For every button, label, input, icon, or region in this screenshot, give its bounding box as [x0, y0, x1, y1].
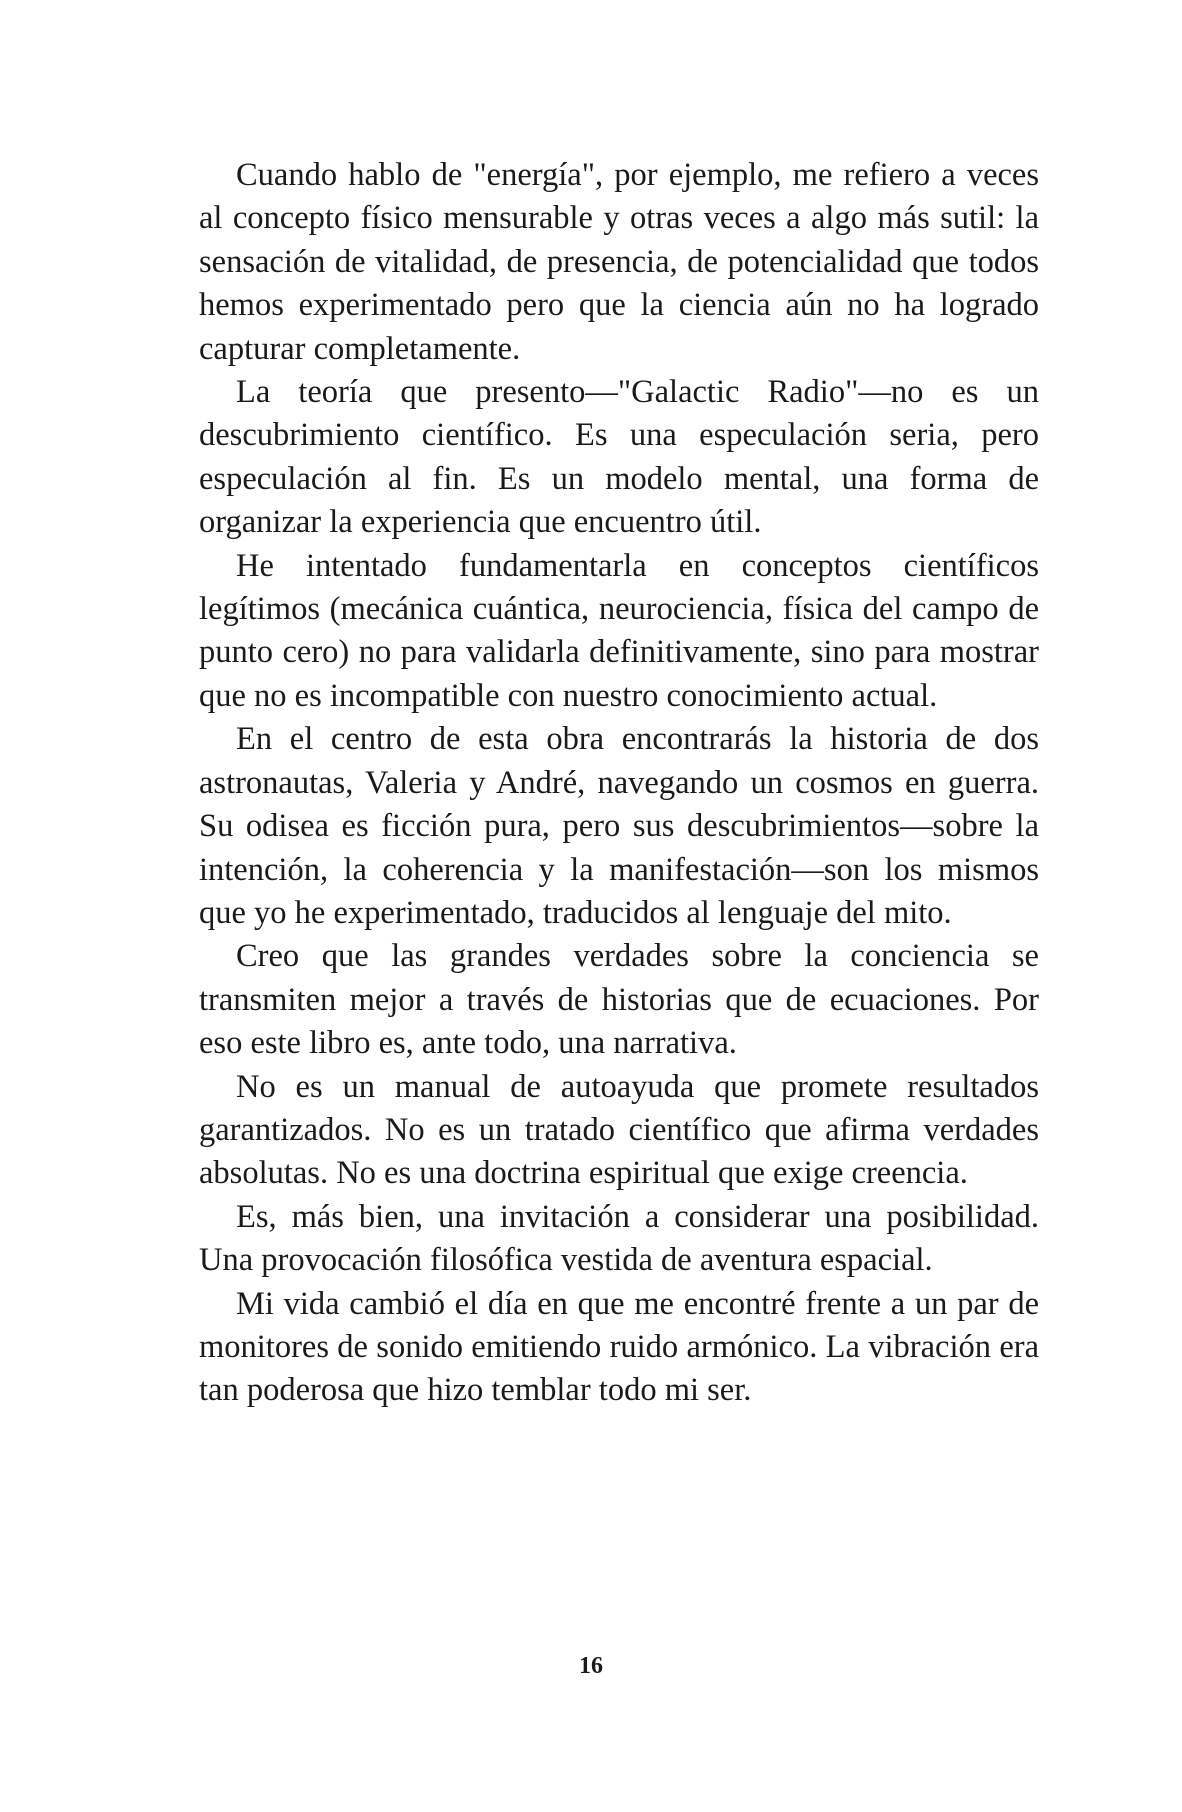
- page-number: 16: [579, 1653, 603, 1679]
- paragraph-3: He intentado fundamentarla en conceptos científicos legítimos (mecánica cuántica, neurociencia, física del campo de punto cero) no para validarla definitivamente, sino para mostrar que no es incompatible con nuestro conocimiento actual.: [199, 547, 1039, 714]
- paragraph-7: Es, más bien, una invitación a considerar una posibilidad. Una provocación filosófica vestida de aventura espacial.: [199, 1198, 1039, 1279]
- paragraph-1: Cuando hablo de "energía", por ejemplo, me refiero a veces al concepto físico mensurable y otras veces a algo más sutil: la sensación de vitalidad, de presencia, de potencialidad que todos hemos experimentado pero que la ciencia aún no ha logrado capturar completamente.: [199, 157, 1039, 367]
- body-text: [199, 154, 1039, 1413]
- paragraph-2: La teoría que presento—"Galactic Radio"—no es un descubrimiento científico. Es una especulación seria, pero especulación al fin. Es un modelo mental, una forma de organizar la experiencia que encuentro útil.: [199, 374, 1039, 541]
- paragraph-5: Creo que las grandes verdades sobre la conciencia se transmiten mejor a través de historias que de ecuaciones. Por eso este libro es, ante todo, una narrativa.: [199, 938, 1039, 1062]
- paragraph-6: No es un manual de autoayuda que promete resultados garantizados. No es un tratado científico que afirma verdades absolutas. No es una doctrina espiritual que exige creencia.: [199, 1068, 1039, 1192]
- paragraph-8: Mi vida cambió el día en que me encontré frente a un par de monitores de sonido emitiendo ruido armónico. La vibración era tan poderosa que hizo temblar todo mi ser.: [199, 1285, 1039, 1409]
- paragraph-4: En el centro de esta obra encontrarás la historia de dos astronautas, Valeria y André, navegando un cosmos en guerra. Su odisea es ficción pura, pero sus descubrimientos—sobre la intención, la coherencia y la manifestación—son los mismos que yo he experimentado, traducidos al lenguaje del mito.: [199, 721, 1039, 931]
